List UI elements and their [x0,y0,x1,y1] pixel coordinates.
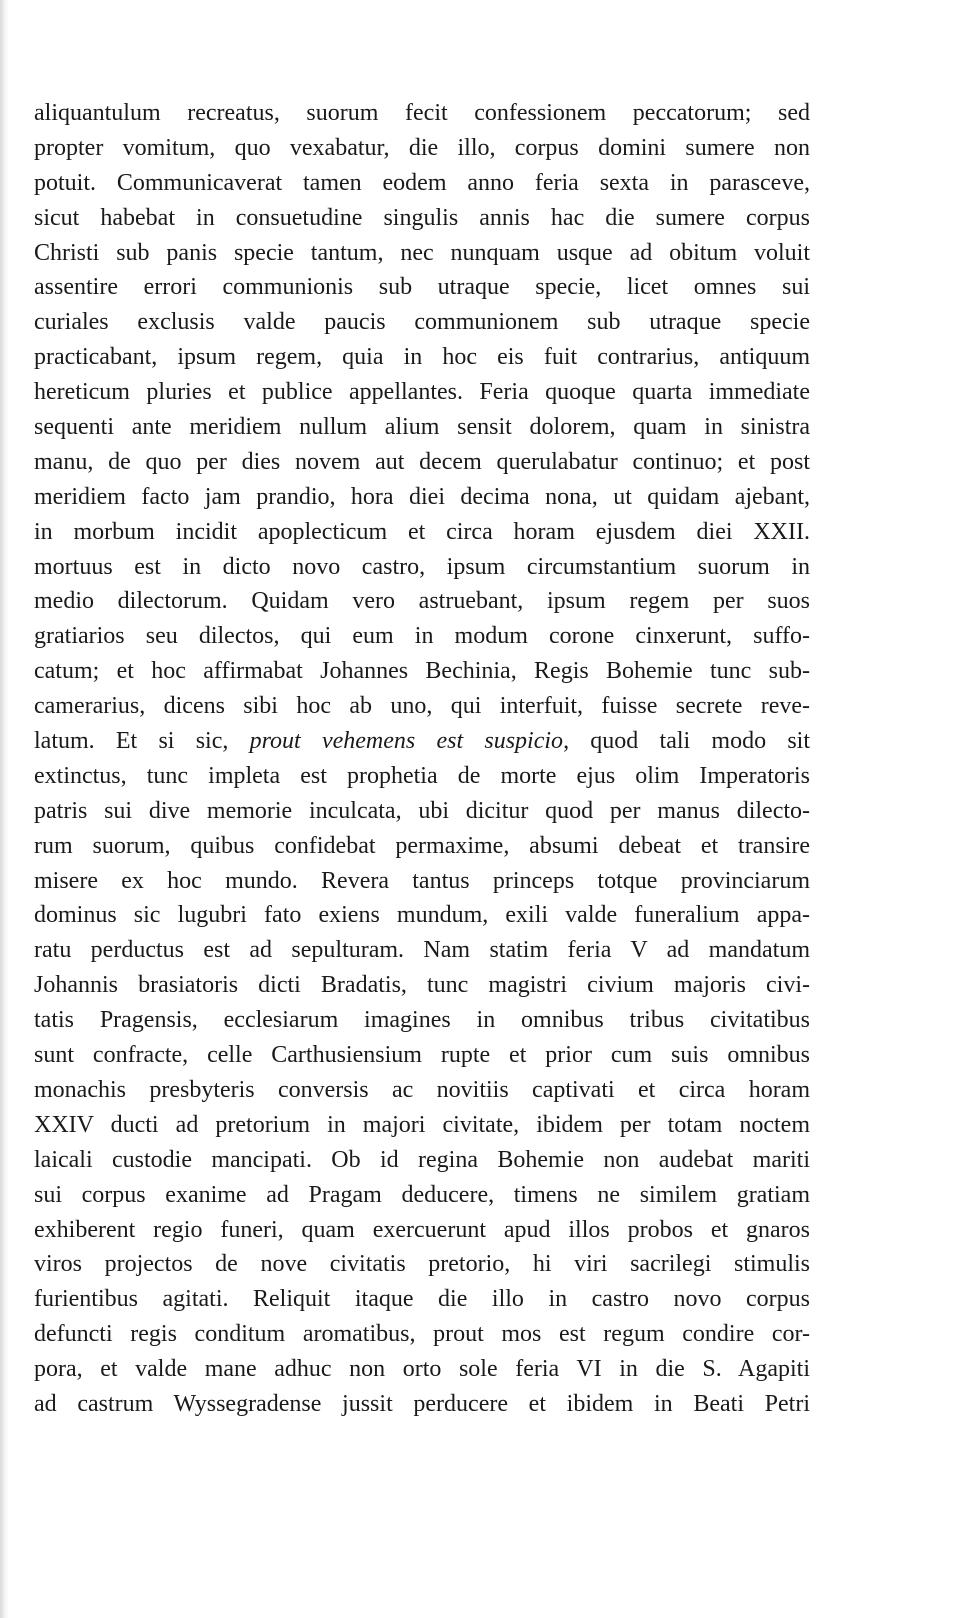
text-line [34,584,810,619]
text-line [34,619,810,654]
text-segment: misere ex hoc mundo. Revera tantus princeps totque provinciarum [34,867,810,894]
text-line [34,864,810,899]
text-segment: , quod tali modo sit [563,728,810,755]
text-line [34,1143,810,1178]
text-segment: propter vomitum, quo vexabatur, die illo, corpus domini sumere non [34,134,810,161]
text-line [34,480,810,515]
text-line [34,1387,810,1422]
text-line [34,1247,810,1282]
text-line [34,1317,810,1352]
text-segment: tatis Pragensis, ecclesiarum imagines in omnibus tribus civitatibus [34,1007,810,1034]
text-segment: curiales exclusis valde paucis communionem sub utraque specie [34,309,810,336]
text-segment: aliquantulum recreatus, suorum fecit confessionem peccatorum; sed [34,100,810,126]
text-segment: ad castrum Wyssegradense jussit perducere et ibidem in Beati Petri [34,1390,810,1417]
text-segment: patris sui dive memorie inculcata, ubi dicitur quod per manus dilecto- [34,797,810,824]
text-line [34,236,810,271]
text-line [34,724,810,759]
text-line [34,410,810,445]
text-segment: exhiberent regio funeri, quam exercuerunt apud illos probos et gnaros [34,1216,810,1243]
text-line [34,654,810,689]
text-segment: Johannis brasiatoris dicti Bradatis, tunc magistri civium majoris civi- [34,972,810,999]
text-line [34,96,810,131]
text-segment: sequenti ante meridiem nullum alium sensit dolorem, quam in sinistra [34,414,810,441]
text-line [34,270,810,305]
text-segment: assentire errori communionis sub utraque specie, licet omnes sui [34,274,810,301]
page-edge-shadow [0,0,9,1618]
text-line [34,1178,810,1213]
text-segment: practicabant, ipsum regem, quia in hoc eis fuit contrarius, antiquum [34,344,810,371]
text-segment: meridiem facto jam prandio, hora diei decima nona, ut quidam ajebant, [34,483,810,510]
text-segment: extinctus, tunc impleta est prophetia de morte ejus olim Imperatoris [34,762,810,789]
text-segment: ratu perductus est ad sepulturam. Nam statim feria V ad mandatum [34,937,810,964]
text-segment: camerarius, dicens sibi hoc ab uno, qui interfuit, fuisse secrete reve- [34,693,810,720]
text-line [34,201,810,236]
text-page [34,96,810,1422]
text-line [34,1282,810,1317]
text-segment: prout vehemens est suspicio [249,728,564,755]
text-line [34,1108,810,1143]
text-line [34,1352,810,1387]
text-line [34,375,810,410]
text-line [34,933,810,968]
text-segment: XXIV ducti ad pretorium in majori civitate, ibidem per totam noctem [34,1111,810,1138]
text-line [34,131,810,166]
text-line [34,1073,810,1108]
text-segment: sui corpus exanime ad Pragam deducere, timens ne similem gratiam [34,1181,810,1208]
text-segment: sicut habebat in consuetudine singulis annis hac die sumere corpus [34,204,810,231]
text-line [34,515,810,550]
text-line [34,340,810,375]
text-segment: latum. Et si sic, [34,728,250,755]
text-line [34,968,810,1003]
text-segment: hereticum pluries et publice appellantes. Feria quoque quarta immediate [34,379,810,406]
text-segment: monachis presbyteris conversis ac novitiis captivati et circa horam [34,1076,810,1103]
text-line [34,305,810,340]
text-segment: catum; et hoc affirmabat Johannes Bechinia, Regis Bohemie tunc sub- [34,658,810,685]
text-segment: manu, de quo per dies novem aut decem querulabatur continuo; et post [34,448,810,475]
text-segment: defuncti regis conditum aromatibus, prout mos est regum condire cor- [34,1321,810,1348]
text-line [34,829,810,864]
text-line [34,794,810,829]
text-line [34,689,810,724]
text-line [34,759,810,794]
text-segment: in morbum incidit apoplecticum et circa horam ejusdem diei XXII. [34,518,810,545]
text-line [34,445,810,480]
text-line [34,1003,810,1038]
text-segment: mortuus est in dicto novo castro, ipsum circumstantium suorum in [34,553,810,580]
text-segment: potuit. Communicaverat tamen eodem anno feria sexta in parasceve, [34,169,810,196]
text-line [34,550,810,585]
text-segment: gratiarios seu dilectos, qui eum in modum corone cinxerunt, suffo- [34,623,810,650]
text-segment: Christi sub panis specie tantum, nec nunquam usque ad obitum voluit [34,239,810,266]
text-line [34,1213,810,1248]
text-segment: laicali custodie mancipati. Ob id regina Bohemie non audebat mariti [34,1146,810,1173]
text-line [34,166,810,201]
text-segment: sunt confracte, celle Carthusiensium rupte et prior cum suis omnibus [34,1042,810,1069]
text-segment: furientibus agitati. Reliquit itaque die illo in castro novo corpus [34,1286,810,1313]
text-segment: dominus sic lugubri fato exiens mundum, exili valde funeralium appa- [34,902,810,929]
text-line [34,898,810,933]
text-segment: pora, et valde mane adhuc non orto sole feria VI in die S. Agapiti [34,1356,810,1383]
text-segment: rum suorum, quibus confidebat permaxime, absumi debeat et transire [34,832,810,859]
text-line [34,1038,810,1073]
text-segment: viros projectos de nove civitatis pretorio, hi viri sacrilegi stimulis [34,1251,810,1278]
text-segment: medio dilectorum. Quidam vero astruebant, ipsum regem per suos [34,588,810,615]
